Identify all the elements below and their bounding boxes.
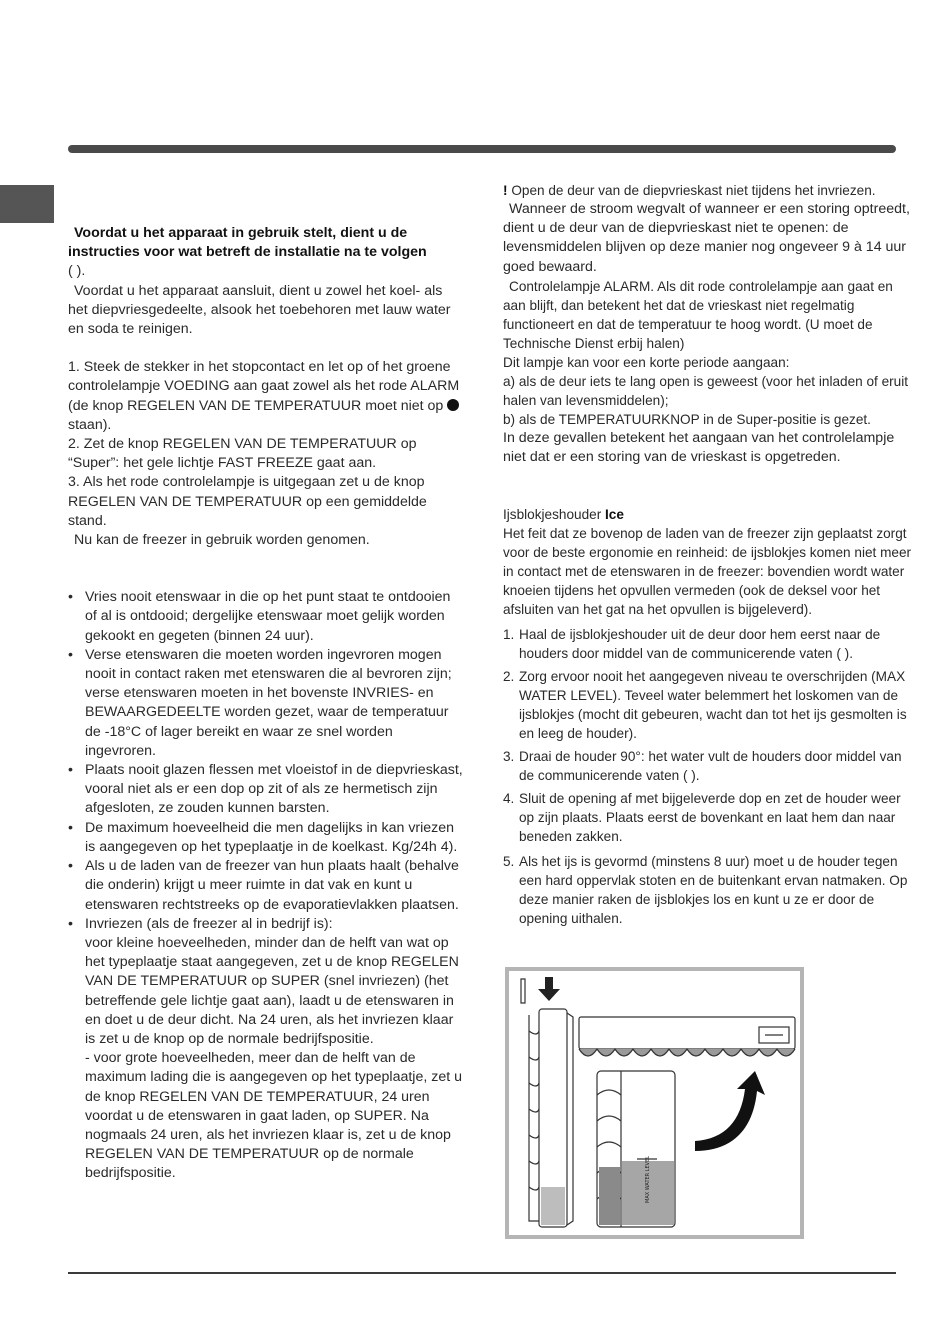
list-item: 5. Als het ijs is gevormd (minstens 8 uur) moet u de houder tegen een hard oppervlak stoten en de buitenkant ervan natmaken. Op deze manier raken de ijsblokjes los en kunt u ze er door de opening uithalen.	[503, 854, 908, 927]
freeze-large-amounts: - voor grote hoeveelheden, meer dan de helft van de maximum lading die is aangegeven op het typeplaatje, zet u de knop REGELEN VAN DE TEMPERATUUR, 24 uren voordat u de etenswaren in gaat laden, op SUPER. Na nogmaals 24 uren, als het invriezen klaar is, zet u de knop REGELEN VAN DE TEMPERATUUR op de normale bedrijfspositie.	[85, 1050, 462, 1182]
section-tab	[0, 185, 54, 223]
list-item: • Plaats nooit glazen flessen met vloeistof in de diepvrieskast, vooral niet als er een dop op zit of als ze hermetisch zijn afgesloten, ze zouden kunnen barsten.	[68, 761, 463, 819]
ice-tray-illustration	[505, 967, 804, 1239]
lamp-conclusion: In deze gevallen betekent het aangaan van het controlelampje niet dat er een storing van de vrieskast is opgetreden.	[503, 429, 895, 466]
ready-note: Nu kan de freezer in gebruik worden genomen.	[74, 532, 370, 549]
power-failure-note: Wanneer de stroom wegvalt of wanneer er een storing optreedt, dient u de deur van de diepvrieskast niet te openen: de levensmiddelen blijven op deze manier nog ongeveer 9 à 14 uur goed bewaard.	[503, 201, 910, 275]
left-column	[68, 224, 463, 1184]
list-item: • De maximum hoeveelheid die men dagelijks in kan vriezen is aangegeven op het typeplaatje in de koelkast. Kg/24h 4).	[68, 819, 463, 857]
warning-mark: !	[503, 183, 508, 198]
freeze-title: • Invriezen (als de freezer al in bedrijf is):	[85, 915, 333, 932]
down-arrow-icon	[538, 977, 560, 1001]
max-water-level-label: MAX WATER LEVEL	[645, 1155, 651, 1203]
intro-cleaning: Voordat u het apparaat aansluit, dient u zowel het koel- als het diepvriesgedeelte, alsook het toebehoren met lauw water en soda te reinigen.	[68, 282, 451, 338]
ice-section-title: Ijsblokjeshouder Ice	[503, 507, 624, 523]
off-position-dot-icon	[447, 399, 459, 411]
freeze-small-amounts: voor kleine hoeveelheden, minder dan de helft van wat op het typeplaatje staat aangegeven, zet u de knop REGELEN VAN DE TEMPERATUUR op SUPER (snel invriezen) (het betreffende gele lichtje gaat aan), laadt u de etenswaren in en doet u de deur dicht. Na 24 uren, als het invriezen klaar is zet u de knop op de normale bedrijfspositie.	[85, 934, 459, 1047]
ice-steps-list	[503, 625, 913, 928]
step-2: 2. Zet de knop REGELEN VAN DE TEMPERATUUR op “Super”: het gele lichtje FAST FREEZE gaat aan.	[68, 436, 417, 472]
list-item: • Verse etenswaren die moeten worden ingevroren mogen nooit in contact raken met etenswaren die al bevroren zijn; verse etenswaren moeten in het bovenste INVRIES- en BEWAARGEDEELTE worden gezet, waar de temperatuur de -18°C of lager bereikt en waar ze snel worden ingevroren.	[68, 646, 463, 761]
list-item: 1. Haal de ijsblokjeshouder uit de deur door hem eerst naar de houders door middel van de communicerende vaten ( ).	[503, 627, 881, 662]
footer-rule	[68, 1272, 896, 1274]
step-1: 1. Steek de stekker in het stopcontact en let op of het groene controlelampje VOEDING aan gaat zowel als het rode ALARM (de knop REGELEN VAN DE TEMPERATUUR moet niet op staan).	[68, 359, 460, 433]
vertical-tray-icon	[521, 979, 573, 1227]
warning-note: ! Open de deur van de diepvrieskast niet tijdens het invriezen.	[503, 183, 876, 198]
header-rule	[68, 145, 896, 153]
ice-description: Het feit dat ze bovenop de laden van de freezer zijn geplaatst zorgt voor de beste ergonomie en reinheid: de ijsblokjes komen niet meer in contact met de etenswaren in de freezer: bovendien wordt water knoeien tijdens het opvullen vermeden (ook de deksel voor het afsluiten van het gat na het opvullen is bijgeleverd).	[503, 526, 912, 618]
list-item: • Vries nooit etenswaar in die op het punt staat te ontdooien of al is ontdooid; dergelijke etenswaar moet gelijk worden gekookt en gegeten (binnen 24 uur).	[68, 588, 463, 646]
list-item	[68, 915, 463, 1184]
lamp-case-b: b) als de TEMPERATUURKNOP in de Super-positie is gezet.	[503, 411, 871, 427]
alarm-note: Controlelampje ALARM. Als dit rode controlelampje aan gaat en aan blijft, dan betekent het dat de vrieskast niet regelmatig functioneert en dat de temperatuur te hoog wordt. (U moet de Technische Dienst erbij halen)	[503, 278, 893, 351]
horizontal-tray-icon	[579, 1017, 795, 1056]
lamp-case-a: a) als de deur iets te lang open is geweest (voor het inladen of eruit halen van levensmiddelen);	[503, 373, 909, 408]
rotate-arrow-icon	[695, 1071, 765, 1151]
front-tray-icon	[597, 1071, 675, 1227]
intro-reference: ( ).	[68, 263, 86, 280]
list-item: 2. Zorg ervoor nooit het aangegeven niveau te overschrijden (MAX WATER LEVEL). Teveel water belemmert het loskomen van de ijsblokjes (mocht dit gebeuren, wacht dan tot het ijs gesmolten is en leeg de houder).	[503, 669, 907, 742]
step-3: 3. Als het rode controlelampje is uitgegaan zet u de knop REGELEN VAN DE TEMPERATUUR op een gemiddelde stand.	[68, 474, 427, 529]
list-item: 4. Sluit de opening af met bijgeleverde dop en zet de houder weer op zijn plaats. Plaats eerst de bovenkant en laat hem dan naar beneden zakken.	[503, 791, 901, 845]
freezing-tips-list	[68, 588, 463, 1183]
right-column	[503, 181, 913, 932]
list-item: 3. Draai de houder 90°: het water vult de houders door middel van de communicerende vaten ( ).	[503, 749, 902, 784]
ice-tray-drawing	[509, 971, 800, 1235]
list-item: • Als u de laden van de freezer van hun plaats haalt (behalve die onderin) krijgt u meer ruimte in dat vak en kunt u etenswaren rechtstreeks op de evaporatievlakken plaatsen.	[68, 857, 463, 915]
intro-instructions: Voordat u het apparaat in gebruik stelt, dient u de instructies voor wat betreft de installatie na te volgen	[68, 225, 427, 261]
lamp-intro: Dit lampje kan voor een korte periode aangaan:	[503, 354, 790, 370]
